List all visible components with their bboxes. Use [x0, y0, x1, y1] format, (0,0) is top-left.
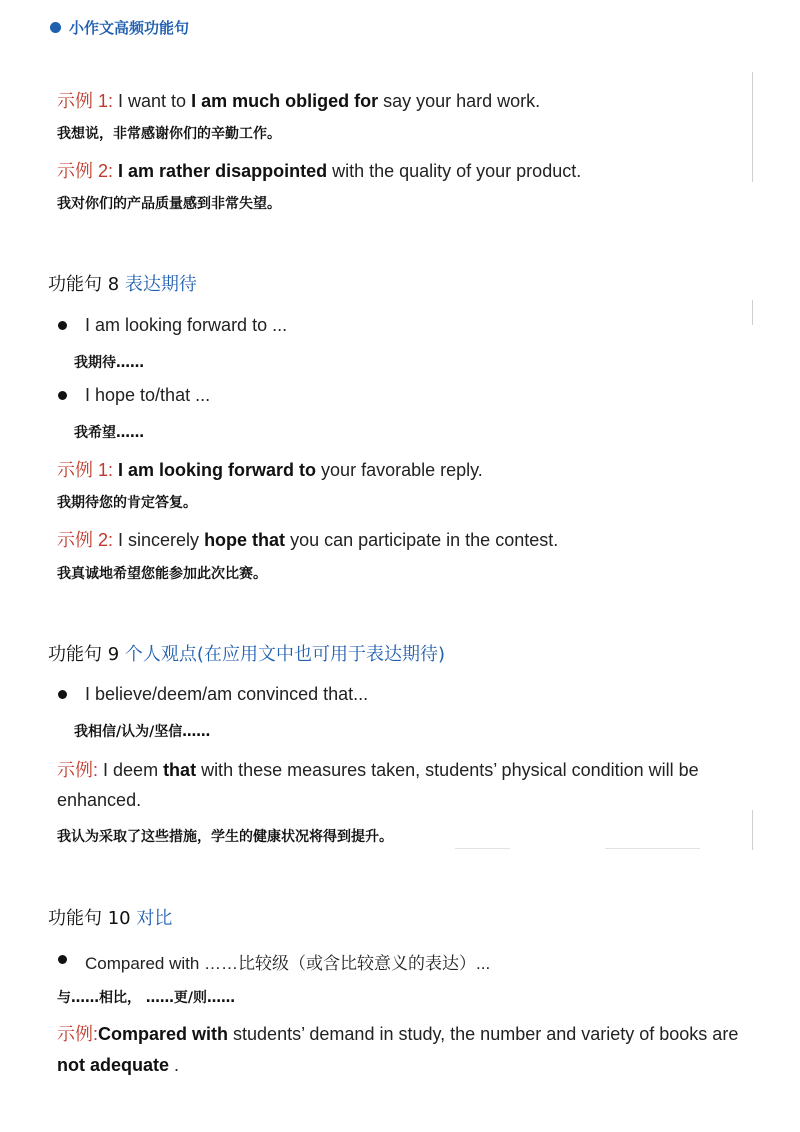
example-text-bold: I am rather disappointed	[118, 161, 328, 181]
bullet-phrase: I am looking forward to ...	[85, 315, 288, 335]
example-2-line	[57, 526, 558, 552]
bullet-dot-icon	[58, 391, 67, 400]
scan-artifact-line	[605, 848, 700, 849]
bullet-dot-icon	[58, 321, 67, 330]
example-2-translation: 我对你们的产品质量感到非常失望。	[57, 196, 281, 212]
example-label: 示例 1:	[57, 460, 114, 480]
example-label: 示例:	[57, 1024, 99, 1044]
bullet-translation: 我相信/认为/坚信……	[74, 724, 211, 740]
example-1-translation: 我想说，非常感谢你们的辛勤工作。	[57, 126, 281, 142]
bullet-phrase: I believe/deem/am convinced that...	[85, 684, 369, 704]
example-text-bold: I am looking forward to	[118, 460, 317, 480]
section-topic: 表达期待	[124, 274, 197, 295]
example-text-pre: I want to	[118, 91, 192, 111]
example-line-continued: enhanced.	[57, 790, 142, 810]
example-1-line	[57, 87, 540, 113]
example-text-bold: I am much obliged for	[191, 91, 379, 111]
section-label: 功能句 10	[48, 908, 131, 929]
example-text-bold: not adequate	[57, 1055, 170, 1075]
section-label: 功能句 9	[48, 644, 120, 665]
example-label: 示例:	[57, 760, 99, 780]
bullet-translation: 与……相比， ……更/则……	[57, 990, 235, 1006]
example-text-post: your favorable reply.	[316, 460, 483, 480]
example-line-continued	[57, 1055, 179, 1076]
bullet-translation: 我期待……	[74, 355, 144, 371]
bullet-dot-icon	[58, 690, 67, 699]
example-label: 示例 1:	[57, 91, 114, 111]
example-1-translation: 我期待您的肯定答复。	[57, 495, 197, 511]
example-text-post: say your hard work.	[378, 91, 541, 111]
section-9-heading	[48, 640, 445, 666]
example-text-post: .	[169, 1055, 180, 1075]
example-text-post: students’ demand in study, the number and variety of books are	[228, 1024, 739, 1044]
example-2-line	[57, 157, 581, 183]
bullet-phrase: I hope to/that ...	[85, 385, 211, 405]
example-text-post: with these measures taken, students’ physical condition will be	[196, 760, 699, 780]
example-text-bold: hope that	[204, 530, 286, 550]
section-label: 功能句 8	[48, 274, 120, 295]
example-line	[57, 1020, 738, 1046]
bullet-translation: 我希望……	[74, 425, 144, 441]
bullet-dot-icon	[50, 22, 61, 33]
example-text-pre: I deem	[103, 760, 164, 780]
bullet-phrase: Compared with ……比较级（或含比较意义的表达）...	[85, 954, 491, 973]
example-1-line	[57, 456, 483, 482]
example-translation: 我认为采取了这些措施，学生的健康状况将得到提升。	[57, 829, 393, 845]
example-text-post: with the quality of your product.	[327, 161, 582, 181]
scan-artifact-line	[752, 300, 753, 325]
scan-artifact-line	[455, 848, 510, 849]
scan-artifact-line	[752, 72, 753, 182]
section-8-heading	[48, 270, 197, 296]
section-10-heading	[48, 904, 172, 930]
section-topic: 对比	[136, 908, 173, 929]
example-line	[57, 756, 699, 782]
example-2-translation: 我真诚地希望您能参加此次比赛。	[57, 566, 267, 582]
example-label: 示例 2:	[57, 530, 114, 550]
example-text-pre: I sincerely	[118, 530, 205, 550]
section-topic: 个人观点(在应用文中也可用于表达期待)	[124, 644, 445, 665]
example-label: 示例 2:	[57, 161, 114, 181]
scan-artifact-line	[752, 810, 753, 850]
bullet-dot-icon	[58, 955, 67, 964]
example-text-post: you can participate in the contest.	[285, 530, 559, 550]
section-header	[50, 17, 189, 38]
example-text-bold: that	[163, 760, 197, 780]
example-text-bold: Compared with	[98, 1024, 229, 1044]
header-title: 小作文高频功能句	[69, 19, 190, 37]
